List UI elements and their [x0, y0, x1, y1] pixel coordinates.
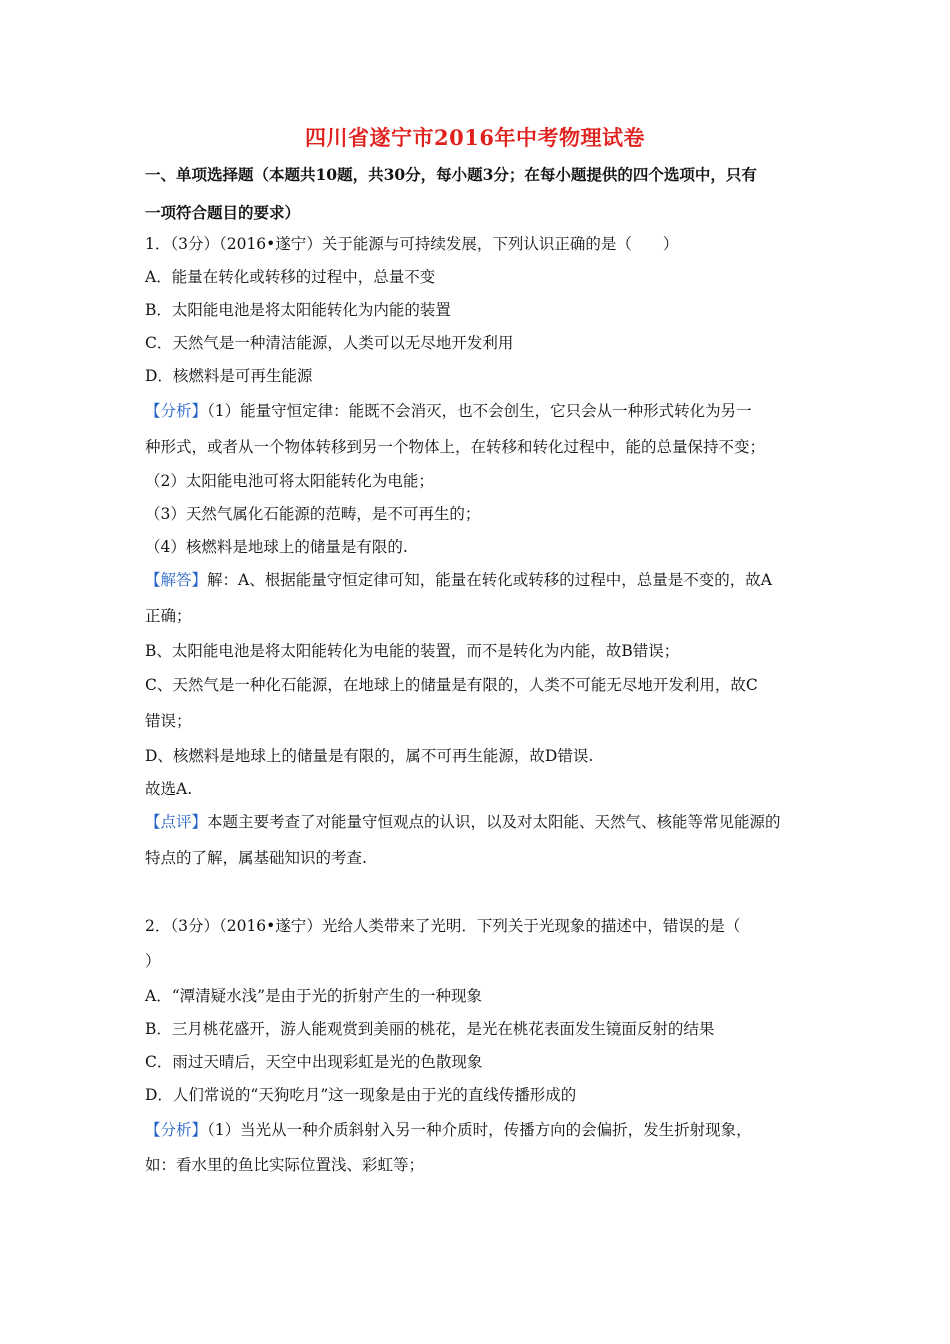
q1-answer-line-3: B、太阳能电池是将太阳能转化为电能的装置，而不是转化为内能，故B错误；: [145, 642, 680, 660]
q1-answer-text: 解：A、根据能量守恒定律可知，能量在转化或转移的过程中，总量是不变的，故A: [207, 571, 772, 589]
q1-answer-tag: 【解答】: [145, 571, 208, 589]
q1-answer-line-2: 正确；: [145, 607, 192, 625]
q2-option-d: D．人们常说的“天狗吃月”这一现象是由于光的直线传播形成的: [145, 1086, 577, 1104]
q1-option-d: D．核燃料是可再生能源: [145, 367, 313, 385]
q1-stem: 1．（3分）（2016•遂宁）关于能源与可持续发展，下列认识正确的是（ ）: [145, 235, 679, 253]
q1-answer-line-5: 错误；: [145, 712, 192, 730]
q1-option-b: B．太阳能电池是将太阳能转化为内能的装置: [145, 301, 451, 319]
section-header-line-2: 一项符合题目的要求）: [145, 203, 301, 222]
q1-comment-text: 本题主要考查了对能量守恒观点的认识，以及对太阳能、天然气、核能等常见能源的: [207, 813, 781, 831]
q2-analysis-text: （1）当光从一种介质斜射入另一种介质时，传播方向的会偏折，发生折射现象，: [207, 1121, 752, 1139]
q1-analysis-tag: 【分析】: [145, 402, 208, 420]
q1-comment-tag: 【点评】: [145, 813, 208, 831]
q2-option-c: C．雨过天晴后，天空中出现彩虹是光的色散现象: [145, 1053, 483, 1071]
q1-analysis-line-5: （4）核燃料是地球上的储量是有限的.: [145, 538, 408, 556]
q2-analysis-tag: 【分析】: [145, 1121, 208, 1139]
page-title: 四川省遂宁市2016年中考物理试卷: [305, 125, 645, 150]
q1-analysis-line-3: （2）太阳能电池可将太阳能转化为电能；: [145, 472, 434, 490]
q1-option-a: A．能量在转化或转移的过程中，总量不变: [145, 268, 436, 286]
q2-stem-line-2: ）: [145, 952, 161, 970]
q2-stem-line-1: 2．（3分）（2016•遂宁）光给人类带来了光明．下列关于光现象的描述中，错误的是（: [145, 917, 741, 935]
q1-answer-line-6: D、核燃料是地球上的储量是有限的，属不可再生能源，故D错误.: [145, 747, 594, 765]
q1-analysis-text: （1）能量守恒定律：能既不会消灭，也不会创生，它只会从一种形式转化为另一: [207, 402, 752, 420]
q1-analysis-line-4: （3）天然气属化石能源的范畴，是不可再生的；: [145, 505, 481, 523]
q1-comment-line-1: [145, 812, 815, 832]
q1-answer-line-1: [145, 570, 815, 590]
q1-answer-line-7: 故选A.: [145, 780, 193, 798]
q2-analysis-line-1: [145, 1120, 815, 1140]
section-header-line-1: 一、单项选择题（本题共10题，共30分，每小题3分；在每小题提供的四个选项中，只有: [145, 165, 757, 184]
q2-analysis-line-2: 如：看水里的鱼比实际位置浅、彩虹等；: [145, 1156, 425, 1174]
q2-option-a: A．“潭清疑水浅”是由于光的折射产生的一种现象: [145, 987, 483, 1005]
q1-answer-line-4: C、天然气是一种化石能源，在地球上的储量是有限的，人类不可能无尽地开发利用，故C: [145, 676, 758, 694]
q1-analysis-line-2: 种形式，或者从一个物体转移到另一个物体上，在转移和转化过程中，能的总量保持不变；: [145, 438, 766, 456]
q2-option-b: B．三月桃花盛开，游人能观赏到美丽的桃花，是光在桃花表面发生镜面反射的结果: [145, 1020, 715, 1038]
q1-option-c: C．天然气是一种清洁能源，人类可以无尽地开发利用: [145, 334, 514, 352]
q1-comment-line-2: 特点的了解，属基础知识的考查.: [145, 849, 367, 867]
q1-analysis-line-1: [145, 401, 815, 421]
